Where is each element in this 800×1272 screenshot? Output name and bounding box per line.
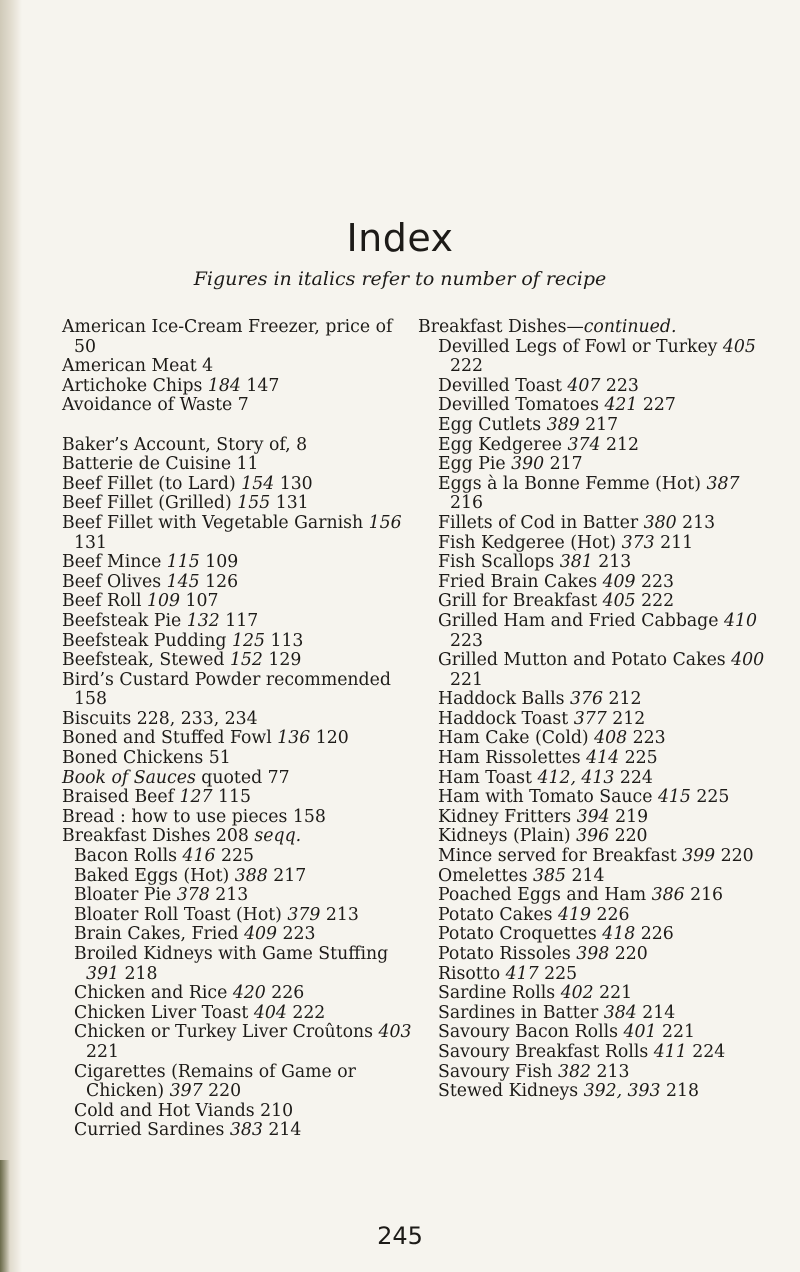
index-entry-text: Sardines in Batter xyxy=(438,1002,604,1023)
recipe-number: 127 xyxy=(179,787,213,808)
index-entry xyxy=(62,514,412,553)
index-entry-text: Ham Cake (Cold) xyxy=(438,728,595,749)
index-entry-text: Artichoke Chips xyxy=(62,375,208,396)
page-spine-shadow xyxy=(0,0,22,1272)
recipe-number: 405 xyxy=(722,336,756,357)
recipe-number: 407 xyxy=(567,375,601,396)
index-entry xyxy=(418,338,768,377)
recipe-number: 377 xyxy=(573,708,607,729)
index-entry-text: Bacon Rolls xyxy=(74,846,183,867)
index-entry xyxy=(62,867,412,887)
recipe-number: 383 xyxy=(229,1120,263,1141)
index-entry-text: Ham with Tomato Sauce xyxy=(438,787,658,808)
index-entry-text: Beef Roll xyxy=(62,591,148,612)
index-entry xyxy=(62,573,412,593)
page-reference: 217 xyxy=(579,414,619,435)
index-entry xyxy=(418,847,768,867)
recipe-number: 399 xyxy=(682,846,716,867)
page-reference: 220 xyxy=(609,944,648,964)
index-entry xyxy=(418,906,768,926)
index-entry-text: Omelettes xyxy=(438,865,534,886)
index-entry xyxy=(418,455,768,475)
page-reference: 130 xyxy=(274,473,313,494)
recipe-number: 391 xyxy=(86,963,119,984)
page-reference: 226 xyxy=(265,983,305,1004)
index-entry xyxy=(418,1082,768,1102)
index-entry-text: Beef Olives xyxy=(62,571,167,592)
page-reference: 223 xyxy=(627,728,666,749)
index-entry-text: Egg Kedgeree xyxy=(438,434,568,455)
recipe-number: seqq. xyxy=(254,826,302,847)
recipe-number: 408 xyxy=(594,728,628,749)
index-entry xyxy=(62,1102,412,1122)
index-entry xyxy=(418,1043,768,1063)
recipe-number: 136 xyxy=(277,728,311,749)
recipe-number: 184 xyxy=(207,375,241,396)
index-entry xyxy=(418,729,768,749)
index-entry xyxy=(62,886,412,906)
index-entry xyxy=(418,827,768,847)
recipe-number: 421 xyxy=(604,395,638,416)
page-reference: 221 xyxy=(450,669,483,690)
index-entry xyxy=(62,847,412,867)
index-entry xyxy=(62,984,412,1004)
index-entry xyxy=(62,632,412,652)
index-entry xyxy=(62,475,412,495)
recipe-number: 390 xyxy=(511,454,545,475)
index-entry xyxy=(418,534,768,554)
page-reference: 120 xyxy=(310,728,349,749)
page-reference: 214 xyxy=(636,1002,676,1023)
page-reference: 213 xyxy=(676,512,716,533)
index-entry-text: Biscuits 228, 233, 234 xyxy=(62,708,258,729)
page-reference: 214 xyxy=(262,1120,302,1141)
page-reference: 225 xyxy=(690,787,730,808)
index-entry xyxy=(62,808,412,828)
recipe-number: 152 xyxy=(229,650,263,671)
index-entry-text: Beefsteak, Stewed xyxy=(62,650,230,671)
index-column-right xyxy=(418,318,768,1102)
index-entry-text: Boned Chickens 51 xyxy=(62,748,231,769)
index-entry xyxy=(62,592,412,612)
index-entry-text: Avoidance of Waste 7 xyxy=(62,395,249,416)
index-entry xyxy=(418,612,768,651)
page-reference: 213 xyxy=(592,552,632,573)
index-entry-text: Braised Beef xyxy=(62,787,180,808)
recipe-number: 154 xyxy=(241,473,275,494)
index-entry-text: Baker’s Account, Story of, 8 xyxy=(62,434,308,455)
recipe-number: 373 xyxy=(621,532,655,553)
index-entry xyxy=(62,377,412,397)
index-entry xyxy=(418,984,768,1004)
index-entry-text: Grilled Ham and Fried Cabbage xyxy=(438,610,724,631)
page-reference: 225 xyxy=(538,963,578,984)
index-entry-text: American Ice-Cream Freezer, price of 50 xyxy=(62,317,393,357)
recipe-number: 156 xyxy=(368,512,402,533)
page-reference: 117 xyxy=(219,610,259,631)
page-reference: 213 xyxy=(320,904,359,925)
index-entry-text: Breakfast Dishes— xyxy=(418,317,584,337)
recipe-number: 409 xyxy=(602,571,636,592)
page-reference: 131 xyxy=(74,532,107,553)
index-entry xyxy=(62,357,412,377)
page-reference: 147 xyxy=(240,375,280,396)
recipe-number: 109 xyxy=(147,591,181,612)
recipe-number: 385 xyxy=(533,865,567,886)
index-entry-text: Devilled Legs of Fowl or Turkey xyxy=(438,336,723,357)
recipe-number: 382 xyxy=(557,1061,591,1082)
recipe-number: 397 xyxy=(169,1081,203,1102)
index-entry xyxy=(62,945,412,984)
index-entry-text: Cold and Hot Viands 210 xyxy=(74,1100,294,1121)
page-reference: 220 xyxy=(202,1081,242,1102)
recipe-number: 388 xyxy=(234,865,268,886)
recipe-number: 379 xyxy=(287,904,321,925)
page-edge-stain xyxy=(0,1160,10,1272)
recipe-number: 415 xyxy=(657,787,691,808)
index-entry-text: Sardine Rolls xyxy=(438,983,561,1004)
page-reference: 221 xyxy=(593,983,633,1004)
index-entry xyxy=(62,1023,412,1062)
page-reference: 131 xyxy=(270,493,309,514)
index-entry xyxy=(62,827,412,847)
page-reference: 223 xyxy=(450,630,483,651)
recipe-number: 374 xyxy=(567,434,601,455)
recipe-number: 398 xyxy=(576,944,610,964)
index-entry-text: Kidney Fritters xyxy=(438,806,577,827)
page-reference: 224 xyxy=(686,1041,726,1062)
index-entry xyxy=(418,965,768,985)
recipe-number: 380 xyxy=(643,512,677,533)
page-reference: 217 xyxy=(544,454,583,475)
index-entry xyxy=(418,710,768,730)
index-entry xyxy=(418,475,768,514)
index-entry-text: Batterie de Cuisine 11 xyxy=(62,454,259,475)
index-entry-text: American Meat 4 xyxy=(62,356,214,377)
page-reference: 214 xyxy=(566,865,605,886)
index-entry-text: Curried Sardines xyxy=(74,1120,230,1141)
index-entry-text: Egg Pie xyxy=(438,454,512,475)
index-entry-text: Haddock Balls xyxy=(438,689,570,710)
index-entry-text: Bloater Roll Toast (Hot) xyxy=(74,904,288,925)
index-entry xyxy=(62,1121,412,1141)
index-entry-text: Chicken or Turkey Liver Croûtons xyxy=(74,1022,379,1043)
index-entry xyxy=(62,769,412,789)
page-reference: 221 xyxy=(656,1022,695,1043)
page-reference: 217 xyxy=(267,865,307,886)
index-entry xyxy=(62,396,412,416)
index-entry-text: Stewed Kidneys xyxy=(438,1081,584,1102)
index-entry-text: Beef Fillet (Grilled) xyxy=(62,493,238,514)
page-reference: 212 xyxy=(600,434,639,455)
recipe-number: 381 xyxy=(559,552,593,573)
page-reference: 113 xyxy=(264,630,304,651)
index-entry-text: Beefsteak Pie xyxy=(62,610,187,631)
index-entry xyxy=(418,553,768,573)
page-reference: 216 xyxy=(684,885,724,906)
page-reference: 107 xyxy=(180,591,219,612)
index-entry xyxy=(418,925,768,945)
index-entry xyxy=(418,690,768,710)
index-entry-text: Potato Cakes xyxy=(438,904,559,925)
index-entry-text: Ham Rissolettes xyxy=(438,748,587,769)
index-entry-text: Chicken and Rice xyxy=(74,983,233,1004)
page-reference: 223 xyxy=(277,924,316,945)
page-reference: 213 xyxy=(209,885,249,906)
index-entry xyxy=(418,651,768,690)
recipe-number: 417 xyxy=(505,963,539,984)
index-entry xyxy=(62,436,412,456)
index-entry xyxy=(62,494,412,514)
index-entry-text: Cigarettes (Remains of Game or Chicken) xyxy=(74,1061,356,1102)
recipe-number: 400 xyxy=(731,650,765,671)
index-entry xyxy=(62,788,412,808)
index-entry-text: Baked Eggs (Hot) xyxy=(74,865,235,886)
recipe-number: 394 xyxy=(576,806,610,827)
recipe-number: 403 xyxy=(378,1022,412,1043)
recipe-number: continued. xyxy=(583,317,677,337)
page-reference: 223 xyxy=(635,571,675,592)
recipe-number: 396 xyxy=(576,826,610,847)
recipe-number: 389 xyxy=(546,414,580,435)
recipe-number: 410 xyxy=(723,610,757,631)
index-entry-text: Bread : how to use pieces 158 xyxy=(62,806,326,827)
index-entry xyxy=(62,651,412,671)
recipe-number: 145 xyxy=(166,571,200,592)
index-entry xyxy=(418,1063,768,1083)
index-entry-text: Egg Cutlets xyxy=(438,414,547,435)
index-column-left xyxy=(62,318,412,1141)
index-entry-text: Devilled Toast xyxy=(438,375,568,396)
page-subtitle: Figures in italics refer to number of recipe xyxy=(193,268,607,290)
index-entry xyxy=(62,612,412,632)
recipe-number: 125 xyxy=(231,630,265,651)
page-reference: 224 xyxy=(614,767,653,788)
index-entry xyxy=(418,1023,768,1043)
index-entry-text: Fish Kedgeree (Hot) xyxy=(438,532,622,553)
index-entry-text: Fillets of Cod in Batter xyxy=(438,512,644,533)
index-entry-text: Chicken Liver Toast xyxy=(74,1002,254,1023)
index-entry xyxy=(418,886,768,906)
recipe-number: 401 xyxy=(623,1022,657,1043)
index-entry-text: Grill for Breakfast xyxy=(438,591,603,612)
page-reference: 221 xyxy=(86,1041,119,1062)
index-entry-text: Potato Rissoles xyxy=(438,944,577,964)
recipe-number: 419 xyxy=(558,904,592,925)
index-entry-text: Risotto xyxy=(438,963,506,984)
index-entry xyxy=(62,671,412,710)
index-entry xyxy=(62,553,412,573)
page-reference: 227 xyxy=(637,395,676,416)
index-entry-text: Bird’s Custard Powder recommended 158 xyxy=(62,669,391,710)
index-entry-text: Breakfast Dishes 208 xyxy=(62,826,255,847)
page-reference: 219 xyxy=(609,806,649,827)
index-entry-text: Beef Fillet (to Lard) xyxy=(62,473,242,494)
index-entry xyxy=(418,945,768,965)
page-number: 245 xyxy=(377,1222,423,1250)
recipe-number: 405 xyxy=(602,591,636,612)
recipe-number: 155 xyxy=(237,493,271,514)
recipe-number: 378 xyxy=(176,885,210,906)
index-entry-text: Broiled Kidneys with Game Stuffing xyxy=(74,944,389,964)
page-reference: 220 xyxy=(715,846,754,867)
page-reference: 222 xyxy=(450,356,483,377)
index-entry xyxy=(62,1004,412,1024)
index-entry xyxy=(62,906,412,926)
page-reference: 109 xyxy=(199,552,239,573)
index-entry-text: Savoury Bacon Rolls xyxy=(438,1022,624,1043)
page-reference: 126 xyxy=(199,571,239,592)
index-entry-text: Haddock Toast xyxy=(438,708,574,729)
index-entry xyxy=(62,710,412,730)
page-reference: 211 xyxy=(654,532,694,553)
index-entry-text: Savoury Breakfast Rolls xyxy=(438,1041,654,1062)
index-entry-italic: Book of Sauces xyxy=(62,767,196,788)
index-entry xyxy=(62,925,412,945)
recipe-number: 412, 413 xyxy=(537,767,615,788)
index-entry xyxy=(418,788,768,808)
index-entry-text: Grilled Mutton and Potato Cakes xyxy=(438,650,732,671)
page-reference: 115 xyxy=(212,787,251,808)
recipe-number: 387 xyxy=(706,473,740,494)
index-entry-text: Eggs à la Bonne Femme (Hot) xyxy=(438,473,707,494)
page-reference: 213 xyxy=(590,1061,630,1082)
recipe-number: 115 xyxy=(166,552,200,573)
page-reference: 222 xyxy=(286,1002,326,1023)
index-entry xyxy=(418,396,768,416)
index-section-heading xyxy=(418,318,768,338)
index-entry-text: Beef Fillet with Vegetable Garnish xyxy=(62,512,369,533)
index-entry xyxy=(62,749,412,769)
index-entry-text: Ham Toast xyxy=(438,767,538,788)
page-reference: 226 xyxy=(591,904,630,925)
page-reference: 223 xyxy=(600,375,639,396)
page-reference: 220 xyxy=(609,826,648,847)
index-entry-text: Potato Croquettes xyxy=(438,924,603,945)
recipe-number: 420 xyxy=(232,983,266,1004)
index-entry-text: Kidneys (Plain) xyxy=(438,826,577,847)
index-entry xyxy=(62,455,412,475)
recipe-number: 411 xyxy=(653,1041,687,1062)
recipe-number: 409 xyxy=(244,924,278,945)
recipe-number: 404 xyxy=(253,1002,287,1023)
page-reference: 225 xyxy=(215,846,255,867)
index-entry xyxy=(418,769,768,789)
index-entry xyxy=(418,416,768,436)
index-entry-text: Poached Eggs and Ham xyxy=(438,885,652,906)
recipe-number: 384 xyxy=(603,1002,637,1023)
index-entry-text: Fish Scallops xyxy=(438,552,560,573)
index-entry xyxy=(418,808,768,828)
index-entry-text: Boned and Stuffed Fowl xyxy=(62,728,278,749)
index-entry xyxy=(418,1004,768,1024)
recipe-number: 386 xyxy=(651,885,685,906)
recipe-number: 392, 393 xyxy=(583,1081,661,1102)
index-entry-text: Fried Brain Cakes xyxy=(438,571,603,592)
index-entry xyxy=(418,867,768,887)
page-reference: 216 xyxy=(450,493,483,514)
index-entry-text: Devilled Tomatoes xyxy=(438,395,605,416)
index-entry xyxy=(418,592,768,612)
page-reference: 218 xyxy=(119,963,158,984)
page-reference: 218 xyxy=(660,1081,700,1102)
index-entry-text: Mince served for Breakfast xyxy=(438,846,683,867)
index-entry xyxy=(418,514,768,534)
index-entry xyxy=(418,436,768,456)
index-entry xyxy=(62,318,412,357)
page-reference: 222 xyxy=(635,591,675,612)
index-entry xyxy=(418,749,768,769)
recipe-number: 416 xyxy=(182,846,216,867)
index-entry-text: Bloater Pie xyxy=(74,885,177,906)
page-reference: 225 xyxy=(619,748,658,769)
index-entry xyxy=(418,573,768,593)
page-reference: 212 xyxy=(606,708,646,729)
recipe-number: 132 xyxy=(186,610,220,631)
index-entry-text: Savoury Fish xyxy=(438,1061,558,1082)
recipe-number: 402 xyxy=(560,983,594,1004)
index-entry-text: Beef Mince xyxy=(62,552,167,573)
recipe-number: 418 xyxy=(602,924,636,945)
index-entry xyxy=(418,377,768,397)
recipe-number: 376 xyxy=(569,689,603,710)
page-reference: quoted 77 xyxy=(195,767,290,788)
index-entry xyxy=(62,1063,412,1102)
index-entry-text: Brain Cakes, Fried xyxy=(74,924,245,945)
page-reference: 129 xyxy=(262,650,302,671)
index-entry xyxy=(62,729,412,749)
index-entry-text: Beefsteak Pudding xyxy=(62,630,232,651)
recipe-number: 414 xyxy=(586,748,620,769)
page-reference: 226 xyxy=(635,924,674,945)
page-reference: 212 xyxy=(602,689,642,710)
page-title: Index xyxy=(346,216,454,260)
